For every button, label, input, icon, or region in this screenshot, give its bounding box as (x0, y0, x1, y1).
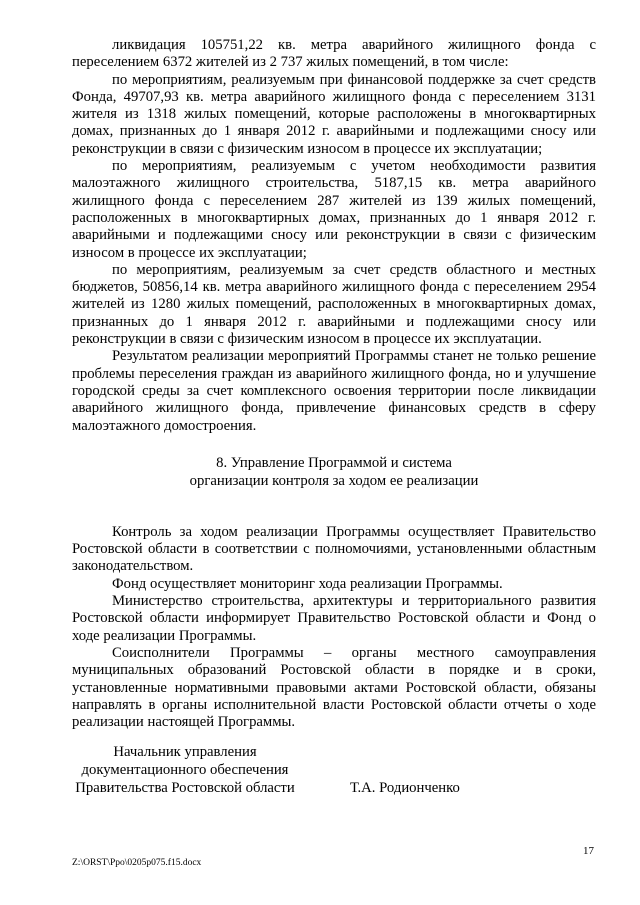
paragraph-ministry: Министерство строительства, архитектуры и территориального развития Ростовской области информирует Правительство Ростовской области и Фонд о ходе реализации Программы. (72, 593, 596, 644)
section-heading-line2: организации контроля за ходом ее реализации (189, 472, 479, 489)
paragraph-co-executors: Соисполнители Программы – органы местного самоуправления муниципальных образований Ростовской области в порядке и в сроки, установленные нормативными правовыми актами Ростовской области, обязаны направлять в органы исполнительной власти Ростовской области отчеты о ходе реализации настоящей Программы. (72, 644, 596, 731)
section-heading (72, 454, 596, 490)
paragraph-monitoring: Фонд осуществляет мониторинг хода реализации Программы. (112, 575, 503, 592)
paragraph-liquidation-total: ликвидация 105751,22 кв. метра аварийного жилищного фонда с переселением 6372 жителей из 2 737 жилых помещений, в том числе: (72, 37, 596, 71)
signatory-title-line3: Правительства Ростовской области (75, 780, 295, 796)
paragraph-budget-measures: по мероприятиям, реализуемым за счет средств областного и местных бюджетов, 50856,14 кв. метра аварийного жилищного фонда с переселением 2954 жителей из 1280 жилых помещений, расположенных в многоквартирных домах, признанных до 1 января 2012 г. аварийными и подлежащими сносу или реконструкции в связи с физическим износом в процессе их эксплуатации. (72, 261, 596, 348)
page-number: 17 (583, 845, 594, 857)
document-body (72, 37, 596, 731)
file-path: Z:\ORST\Ppo\0205p075.f15.docx (72, 858, 202, 868)
signature-block (72, 743, 596, 797)
signatory-title (72, 743, 298, 797)
paragraph-program-result: Результатом реализации мероприятий Программы станет не только решение проблемы переселения граждан из аварийного жилищного фонда, но и улучшение городской среды за счет комплексного освоения территории после ликвидации аварийного жилищного фонда, привлечение финансовых средств в сферу малоэтажного домостроения. (72, 348, 596, 434)
signatory-title-line2: документационного обеспечения (81, 762, 289, 778)
paragraph-control: Контроль за ходом реализации Программы осуществляет Правительство Ростовской области в соответствии с полномочиями, установленными областным законодательством. (72, 523, 596, 575)
section-heading-line1: 8. Управление Программой и система (216, 454, 452, 471)
signatory-title-line1: Начальник управления (113, 744, 257, 760)
paragraph-low-rise-measures: по мероприятиям, реализуемым с учетом необходимости развития малоэтажного жилищного строительства, 5187,15 кв. метра аварийного жилищного фонда с переселением 287 жителей из 139 жилых помещений, расположенных в многоквартирных домах, признанных до 1 января 2012 г. аварийными и подлежащими сносу или реконструкции в связи с физическим износом в процессе их эксплуатации; (72, 158, 596, 261)
paragraph-fund-measures: по мероприятиям, реализуемым при финансовой поддержке за счет средств Фонда, 49707,93 кв. метра аварийного жилищного фонда с переселением 3131 жителя из 1318 жилых помещений, которые расположены в многоквартирных домах, признанных до 1 января 2012 г. аварийными и подлежащими сносу или реконструкции в связи с физическим износом в процессе их эксплуатации; (72, 71, 596, 157)
signatory-name: Т.А. Родионченко (350, 780, 460, 796)
